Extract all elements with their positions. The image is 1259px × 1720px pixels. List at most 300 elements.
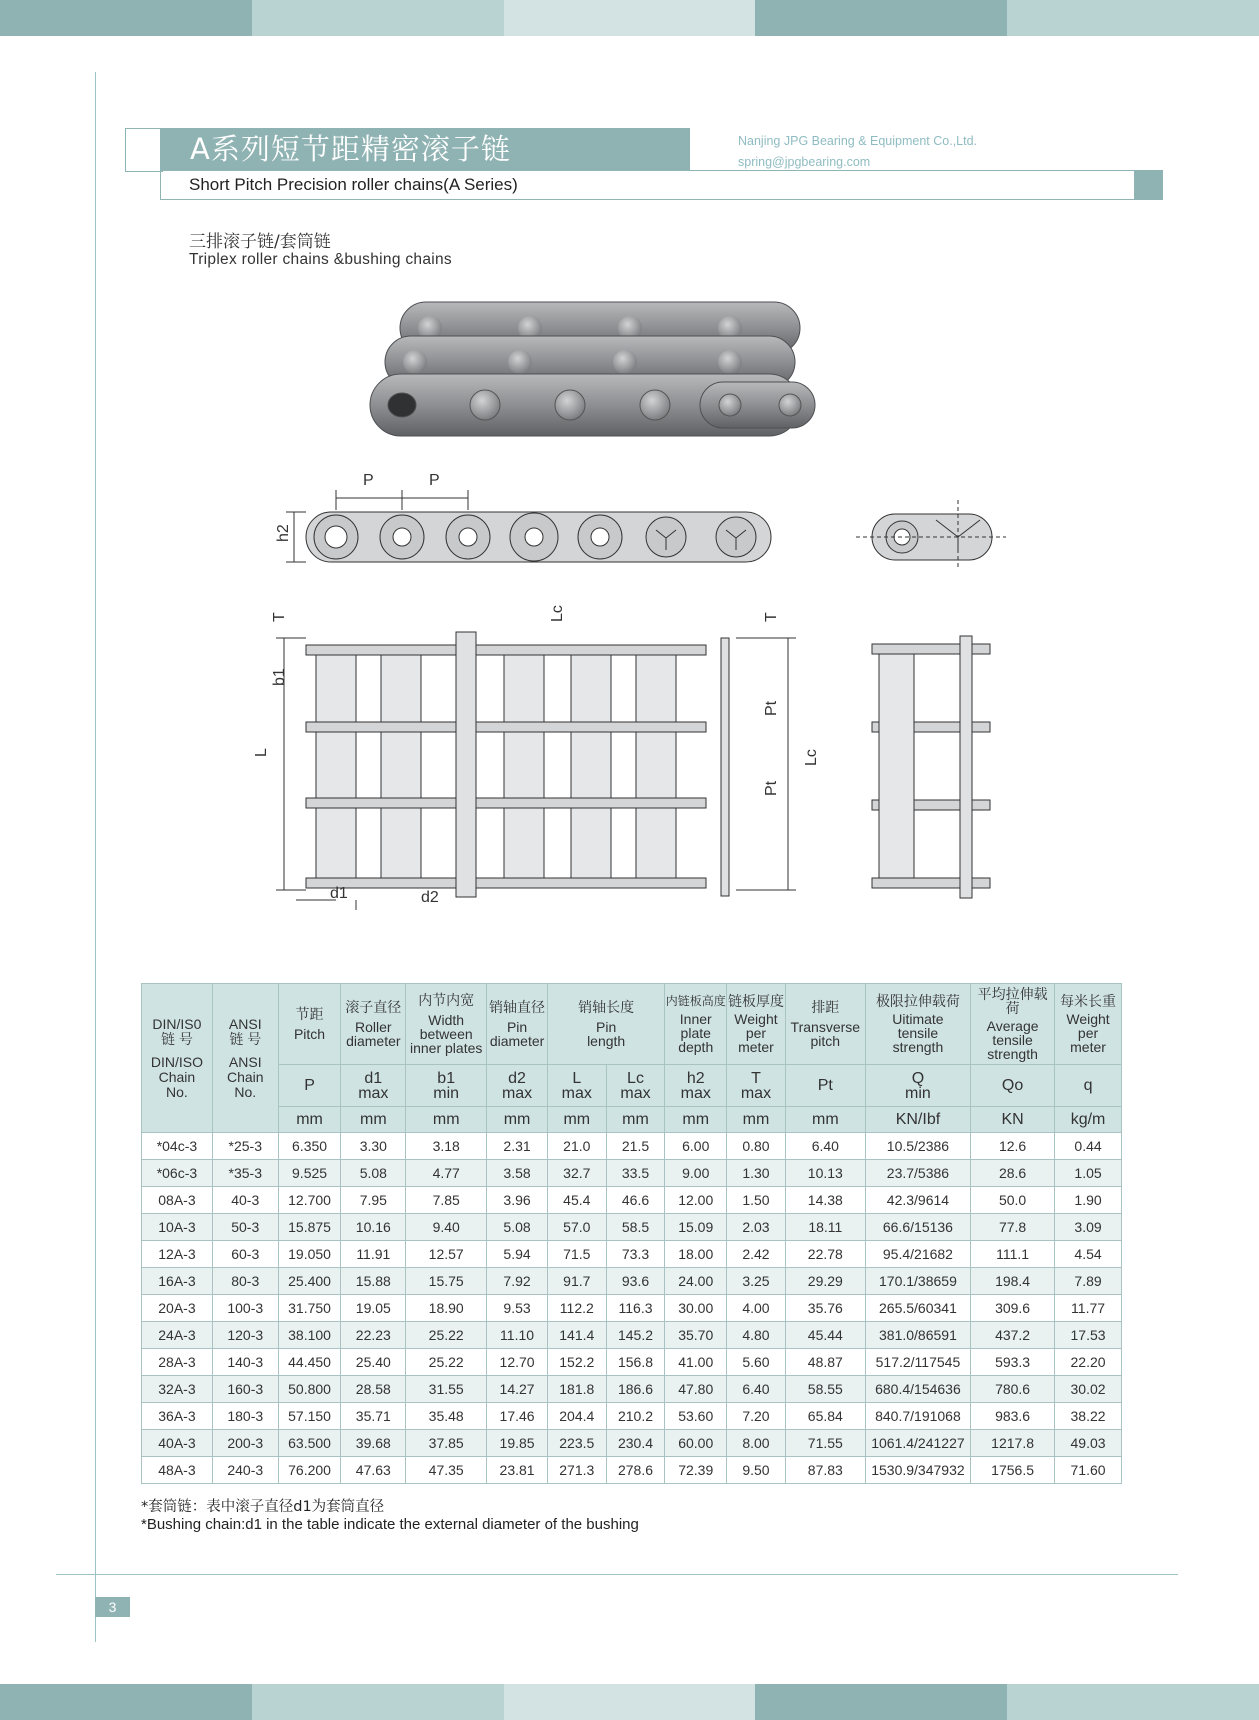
table-cell: 80-3	[212, 1268, 278, 1295]
unit-cell: mm	[547, 1107, 606, 1133]
table-cell: *04c-3	[142, 1133, 213, 1160]
header-ansi-cn-2: 链 号	[229, 1030, 262, 1047]
table-body	[142, 1133, 1122, 1484]
table-cell: 2.03	[727, 1214, 786, 1241]
header-pitch	[278, 984, 341, 1065]
unit-cell: KN/Ibf	[865, 1107, 970, 1133]
table-cell: 156.8	[606, 1349, 665, 1376]
header-wt-en-1: Weight	[1066, 1011, 1110, 1027]
page-margin-line	[95, 72, 96, 1642]
label-d2: d2	[421, 889, 439, 906]
table-row	[142, 1187, 1122, 1214]
table-cell: 160-3	[212, 1376, 278, 1403]
label-h2: h2	[275, 524, 292, 542]
header-thick-en-3: meter	[738, 1039, 774, 1055]
unit-cell: kg/m	[1055, 1107, 1122, 1133]
table-cell: 5.60	[727, 1349, 786, 1376]
page-subtitle: Short Pitch Precision roller chains(A Series)	[160, 170, 1135, 200]
table-cell: 28.58	[341, 1376, 406, 1403]
table-cell: 33.5	[606, 1160, 665, 1187]
symbol-d1-name: d1	[364, 1069, 383, 1087]
label-b1: b1	[271, 668, 288, 686]
table-cell: 271.3	[547, 1457, 606, 1484]
table-cell: 22.23	[341, 1322, 406, 1349]
end-view-top	[856, 500, 1006, 570]
symbol-d2-name: d2	[508, 1069, 526, 1087]
title-frame	[125, 128, 163, 172]
spec-table	[141, 983, 1122, 1484]
header-plate-en-2: plate	[680, 1025, 711, 1041]
page-number: 3	[95, 1597, 130, 1617]
table-cell: 17.53	[1055, 1322, 1122, 1349]
table-cell: 36A-3	[142, 1403, 213, 1430]
table-cell: 50-3	[212, 1214, 278, 1241]
table-cell: 30.02	[1055, 1376, 1122, 1403]
label-l: L	[253, 748, 270, 757]
end-view-bottom	[872, 636, 990, 898]
table-cell: 31.750	[278, 1295, 341, 1322]
header-ansi-no	[212, 984, 278, 1133]
table-cell: 47.63	[341, 1457, 406, 1484]
table-cell: 16A-3	[142, 1268, 213, 1295]
table-cell: 3.18	[406, 1133, 487, 1160]
symbol-d1-limit: max	[358, 1084, 389, 1102]
table-row	[142, 1457, 1122, 1484]
table-cell: 10.16	[341, 1214, 406, 1241]
table-cell: *06c-3	[142, 1160, 213, 1187]
table-cell: 18.90	[406, 1295, 487, 1322]
label-d1: d1	[330, 885, 348, 902]
header-ultimate-strength	[865, 984, 970, 1065]
table-cell: 35.70	[665, 1322, 727, 1349]
table-cell: 10A-3	[142, 1214, 213, 1241]
bottom-color-band	[0, 1684, 1259, 1720]
table-cell: 18.00	[665, 1241, 727, 1268]
header-pinlen-cn: 销轴长度	[578, 999, 635, 1015]
band-segment	[0, 1684, 252, 1720]
table-cell: 120-3	[212, 1322, 278, 1349]
table-cell: 3.58	[487, 1160, 548, 1187]
table-cell: 15.875	[278, 1214, 341, 1241]
table-cell: 437.2	[971, 1322, 1055, 1349]
symbol-q0: Qo	[971, 1065, 1055, 1107]
header-chain-en-2: Chain	[158, 1068, 196, 1085]
table-cell: 25.22	[406, 1349, 487, 1376]
header-trans-en-2: pitch	[810, 1033, 841, 1049]
table-cell: 517.2/117545	[865, 1349, 970, 1376]
table-cell: 9.40	[406, 1214, 487, 1241]
table-cell: 11.10	[487, 1322, 548, 1349]
table-cell: 3.09	[1055, 1214, 1122, 1241]
table-cell: 53.60	[665, 1403, 727, 1430]
table-cell: 4.00	[727, 1295, 786, 1322]
header-pin-length	[547, 984, 664, 1065]
table-cell: 91.7	[547, 1268, 606, 1295]
table-cell: 28A-3	[142, 1349, 213, 1376]
symbol-weight: q	[1055, 1065, 1122, 1107]
symbol-t-name: T	[751, 1069, 761, 1087]
table-cell: 21.0	[547, 1133, 606, 1160]
table-cell: 37.85	[406, 1430, 487, 1457]
table-cell: 309.6	[971, 1295, 1055, 1322]
table-row	[142, 1295, 1122, 1322]
subtitle-tab	[1135, 170, 1163, 200]
table-cell: 12.57	[406, 1241, 487, 1268]
label-lc-top: Lc	[549, 605, 566, 622]
header-roller	[341, 984, 406, 1065]
table-row	[142, 1268, 1122, 1295]
table-cell: 40A-3	[142, 1430, 213, 1457]
symbol-q-name: Q	[911, 1069, 925, 1087]
table-cell: 2.31	[487, 1133, 548, 1160]
header-pinlen-en-2: length	[587, 1033, 626, 1049]
table-cell: 0.44	[1055, 1133, 1122, 1160]
header-roller-en-1: Roller	[355, 1019, 392, 1035]
table-row	[142, 1430, 1122, 1457]
header-ansi-en-1: ANSI	[228, 1053, 262, 1070]
table-cell: *35-3	[212, 1160, 278, 1187]
table-row	[142, 1241, 1122, 1268]
table-cell: 15.75	[406, 1268, 487, 1295]
table-cell: 12.00	[665, 1187, 727, 1214]
symbol-l-limit: max	[561, 1084, 592, 1102]
header-thick-en-1: Weight	[734, 1011, 778, 1027]
symbol-lc-name: Lc	[627, 1069, 644, 1087]
symbol-l	[547, 1065, 606, 1107]
table-cell: 3.25	[727, 1268, 786, 1295]
table-cell: 45.4	[547, 1187, 606, 1214]
table-cell: 204.4	[547, 1403, 606, 1430]
table-cell: 7.89	[1055, 1268, 1122, 1295]
table-cell: 28.6	[971, 1160, 1055, 1187]
table-cell: 15.88	[341, 1268, 406, 1295]
table-cell: 25.400	[278, 1268, 341, 1295]
label-lc-right: Lc	[803, 749, 820, 766]
chain-strand-front	[370, 374, 815, 436]
table-cell: 9.525	[278, 1160, 341, 1187]
table-cell: 24.00	[665, 1268, 727, 1295]
table-cell: 35.48	[406, 1403, 487, 1430]
header-wt-en-2: per	[1077, 1025, 1099, 1041]
table-cell: 180-3	[212, 1403, 278, 1430]
table-cell: 71.60	[1055, 1457, 1122, 1484]
table-cell: 35.76	[785, 1295, 865, 1322]
header-roller-en-2: diameter	[346, 1033, 401, 1049]
band-segment	[504, 0, 756, 36]
header-pitch-en: Pitch	[293, 1026, 326, 1042]
symbol-h2-limit: max	[680, 1084, 711, 1102]
table-cell: 49.03	[1055, 1430, 1122, 1457]
table-cell: 4.77	[406, 1160, 487, 1187]
table-cell: 381.0/86591	[865, 1322, 970, 1349]
table-cell: 1217.8	[971, 1430, 1055, 1457]
table-cell: 38.22	[1055, 1403, 1122, 1430]
header-chain-en-1: DIN/ISO	[150, 1053, 203, 1070]
table-cell: 08A-3	[142, 1187, 213, 1214]
header-pin-en-2: diameter	[489, 1033, 545, 1049]
table-cell: 593.3	[971, 1349, 1055, 1376]
header-width-en-2: between	[419, 1026, 473, 1042]
label-t-left: T	[271, 612, 288, 622]
unit-cell: mm	[278, 1107, 341, 1133]
table-cell: 38.100	[278, 1322, 341, 1349]
table-row	[142, 1376, 1122, 1403]
table-cell: 44.450	[278, 1349, 341, 1376]
symbol-pt: Pt	[785, 1065, 865, 1107]
table-cell: 5.94	[487, 1241, 548, 1268]
table-cell: 265.5/60341	[865, 1295, 970, 1322]
table-cell: 11.77	[1055, 1295, 1122, 1322]
table-cell: 1.90	[1055, 1187, 1122, 1214]
table-cell: 47.35	[406, 1457, 487, 1484]
table-cell: 9.53	[487, 1295, 548, 1322]
chain-technical-drawing	[236, 460, 1016, 920]
table-cell: 12.70	[487, 1349, 548, 1376]
header-ult-en-2: tensile	[897, 1025, 939, 1041]
page-title: A系列短节距精密滚子链	[160, 128, 690, 170]
table-cell: 23.7/5386	[865, 1160, 970, 1187]
table-cell: 152.2	[547, 1349, 606, 1376]
symbol-b1-limit: min	[433, 1084, 460, 1102]
table-cell: 680.4/154636	[865, 1376, 970, 1403]
table-cell: 170.1/38659	[865, 1268, 970, 1295]
table-cell: 7.20	[727, 1403, 786, 1430]
table-row	[142, 1403, 1122, 1430]
header-avg-en-1: Average	[986, 1018, 1039, 1034]
unit-cell: KN	[971, 1107, 1055, 1133]
table-cell: 71.5	[547, 1241, 606, 1268]
table-cell: 12.700	[278, 1187, 341, 1214]
table-cell: 240-3	[212, 1457, 278, 1484]
table-cell: 25.40	[341, 1349, 406, 1376]
symbol-d1	[341, 1065, 406, 1107]
table-cell: 25.22	[406, 1322, 487, 1349]
table-row	[142, 1133, 1122, 1160]
band-segment	[1007, 0, 1259, 36]
table-cell: 7.92	[487, 1268, 548, 1295]
table-notes	[141, 1498, 639, 1534]
symbol-l-name: L	[572, 1069, 582, 1087]
table-cell: 57.0	[547, 1214, 606, 1241]
table-row	[142, 1214, 1122, 1241]
symbol-lc-limit: max	[620, 1084, 651, 1102]
table-cell: 223.5	[547, 1430, 606, 1457]
table-cell: 76.200	[278, 1457, 341, 1484]
table-cell: 9.00	[665, 1160, 727, 1187]
company-email[interactable]: spring@jpgbearing.com	[738, 155, 871, 169]
band-segment	[755, 0, 1007, 36]
header-avg-en-2: tensile	[992, 1032, 1033, 1048]
chain-photo	[360, 296, 880, 461]
table-cell: 40-3	[212, 1187, 278, 1214]
table-cell: 6.350	[278, 1133, 341, 1160]
header-plate-en-3: depth	[678, 1039, 714, 1055]
label-p1: P	[363, 472, 374, 489]
table-cell: 15.09	[665, 1214, 727, 1241]
table-cell: 32.7	[547, 1160, 606, 1187]
header-average-strength	[971, 984, 1055, 1065]
table-cell: 22.78	[785, 1241, 865, 1268]
header-ult-en-3: strength	[892, 1039, 944, 1055]
unit-cell: mm	[727, 1107, 786, 1133]
table-cell: 186.6	[606, 1376, 665, 1403]
table-cell: 46.6	[606, 1187, 665, 1214]
table-cell: 18.11	[785, 1214, 865, 1241]
side-view	[286, 490, 771, 562]
header-chain-cn-2: 链 号	[160, 1030, 193, 1047]
table-cell: 12A-3	[142, 1241, 213, 1268]
note-cn: *套筒链：表中滚子直径d1为套筒直径	[141, 1499, 385, 1515]
table-cell: 58.55	[785, 1376, 865, 1403]
table-cell: 19.85	[487, 1430, 548, 1457]
table-cell: 1061.4/241227	[865, 1430, 970, 1457]
unit-cell: mm	[487, 1107, 548, 1133]
table-cell: 1.30	[727, 1160, 786, 1187]
table-cell: 3.30	[341, 1133, 406, 1160]
table-cell: 10.13	[785, 1160, 865, 1187]
table-cell: 8.00	[727, 1430, 786, 1457]
table-cell: 2.42	[727, 1241, 786, 1268]
table-row	[142, 1160, 1122, 1187]
unit-cell: mm	[665, 1107, 727, 1133]
header-thick-cn: 链板厚度	[727, 993, 784, 1009]
header-avg-cn: 平均拉伸载荷	[977, 986, 1048, 1016]
table-cell: 30.00	[665, 1295, 727, 1322]
table-cell: 50.0	[971, 1187, 1055, 1214]
table-cell: 141.4	[547, 1322, 606, 1349]
table-cell: 32A-3	[142, 1376, 213, 1403]
header-pin-en-1: Pin	[506, 1019, 528, 1035]
header-avg-en-3: strength	[987, 1046, 1038, 1062]
symbol-b1-name: b1	[437, 1069, 456, 1087]
header-width-en-1: Width	[428, 1012, 465, 1028]
table-cell: 17.46	[487, 1403, 548, 1430]
table-cell: 14.27	[487, 1376, 548, 1403]
table-cell: 200-3	[212, 1430, 278, 1457]
table-cell: 23.81	[487, 1457, 548, 1484]
table-row	[142, 1322, 1122, 1349]
band-segment	[252, 1684, 504, 1720]
table-cell: 60.00	[665, 1430, 727, 1457]
table-cell: 1756.5	[971, 1457, 1055, 1484]
table-cell: 63.500	[278, 1430, 341, 1457]
table-cell: 60-3	[212, 1241, 278, 1268]
header-ult-en-1: Uitimate	[892, 1011, 944, 1027]
table-cell: 210.2	[606, 1403, 665, 1430]
table-cell: 19.050	[278, 1241, 341, 1268]
header-weight	[1055, 984, 1122, 1065]
unit-cell: mm	[341, 1107, 406, 1133]
table-cell: 95.4/21682	[865, 1241, 970, 1268]
symbol-h2-name: h2	[686, 1069, 705, 1087]
table-cell: 111.1	[971, 1241, 1055, 1268]
footer-divider	[56, 1574, 1178, 1575]
header-plate-en-1: Inner	[679, 1011, 712, 1027]
header-width	[406, 984, 487, 1065]
table-cell: 278.6	[606, 1457, 665, 1484]
table-cell: 4.80	[727, 1322, 786, 1349]
table-cell: 12.6	[971, 1133, 1055, 1160]
table-cell: 48A-3	[142, 1457, 213, 1484]
table-cell: 48.87	[785, 1349, 865, 1376]
table-cell: 35.71	[341, 1403, 406, 1430]
table-cell: 45.44	[785, 1322, 865, 1349]
table-cell: 93.6	[606, 1268, 665, 1295]
table-cell: 9.50	[727, 1457, 786, 1484]
header-chain-en-3: No.	[166, 1083, 188, 1100]
table-cell: 5.08	[487, 1214, 548, 1241]
header-width-en-3: inner plates	[410, 1040, 483, 1056]
symbol-t	[727, 1065, 786, 1107]
table-cell: 983.6	[971, 1403, 1055, 1430]
header-plate-depth	[665, 984, 727, 1065]
table-cell: 50.800	[278, 1376, 341, 1403]
table-cell: 112.2	[547, 1295, 606, 1322]
table-cell: 31.55	[406, 1376, 487, 1403]
table-cell: 198.4	[971, 1268, 1055, 1295]
table-cell: 5.08	[341, 1160, 406, 1187]
header-pin-diameter	[487, 984, 548, 1065]
band-segment	[755, 1684, 1007, 1720]
table-cell: 57.150	[278, 1403, 341, 1430]
header-width-cn: 内节内宽	[418, 992, 475, 1008]
header-pitch-cn: 节距	[295, 1006, 324, 1022]
symbol-d2	[487, 1065, 548, 1107]
table-cell: 140-3	[212, 1349, 278, 1376]
table-cell: 6.40	[727, 1376, 786, 1403]
header-trans-en-1: Transverse	[790, 1019, 861, 1035]
label-p2: P	[429, 472, 440, 489]
table-cell: 181.8	[547, 1376, 606, 1403]
header-pin-cn: 销轴直径	[489, 999, 546, 1015]
table-cell: *25-3	[212, 1133, 278, 1160]
table-cell: 3.96	[487, 1187, 548, 1214]
header-wt-en-3: meter	[1070, 1039, 1106, 1055]
table-cell: 65.84	[785, 1403, 865, 1430]
table-cell: 0.80	[727, 1133, 786, 1160]
table-cell: 19.05	[341, 1295, 406, 1322]
symbol-d2-limit: max	[501, 1084, 533, 1102]
header-pinlen-en-1: Pin	[596, 1019, 617, 1035]
symbol-q-limit: min	[905, 1084, 931, 1102]
table-cell: 42.3/9614	[865, 1187, 970, 1214]
symbol-q	[865, 1065, 970, 1107]
label-t-right: T	[763, 612, 780, 622]
company-name: Nanjing JPG Bearing & Equipment Co.,Ltd.	[738, 134, 978, 148]
plan-view	[276, 632, 796, 910]
band-segment	[1007, 1684, 1259, 1720]
header-wt-cn: 每米长重	[1060, 993, 1117, 1009]
table-cell: 20A-3	[142, 1295, 213, 1322]
label-pt-2: Pt	[763, 780, 780, 796]
header-chain-cn-1: DIN/IS0	[152, 1015, 202, 1032]
symbol-p: P	[278, 1065, 341, 1107]
section-title-cn: 三排滚子链/套筒链	[189, 232, 331, 252]
table-cell: 116.3	[606, 1295, 665, 1322]
table-cell: 1.05	[1055, 1160, 1122, 1187]
table-cell: 29.29	[785, 1268, 865, 1295]
header-ult-cn: 极限拉伸载荷	[875, 993, 960, 1009]
header-chain-no	[142, 984, 213, 1133]
table-cell: 39.68	[341, 1430, 406, 1457]
table-cell: 6.40	[785, 1133, 865, 1160]
table-cell: 840.7/191068	[865, 1403, 970, 1430]
band-segment	[504, 1684, 756, 1720]
company-info	[738, 131, 977, 173]
table-unit-row	[142, 1107, 1122, 1133]
section-title-en: Triplex roller chains &bushing chains	[189, 251, 452, 268]
unit-cell: mm	[785, 1107, 865, 1133]
